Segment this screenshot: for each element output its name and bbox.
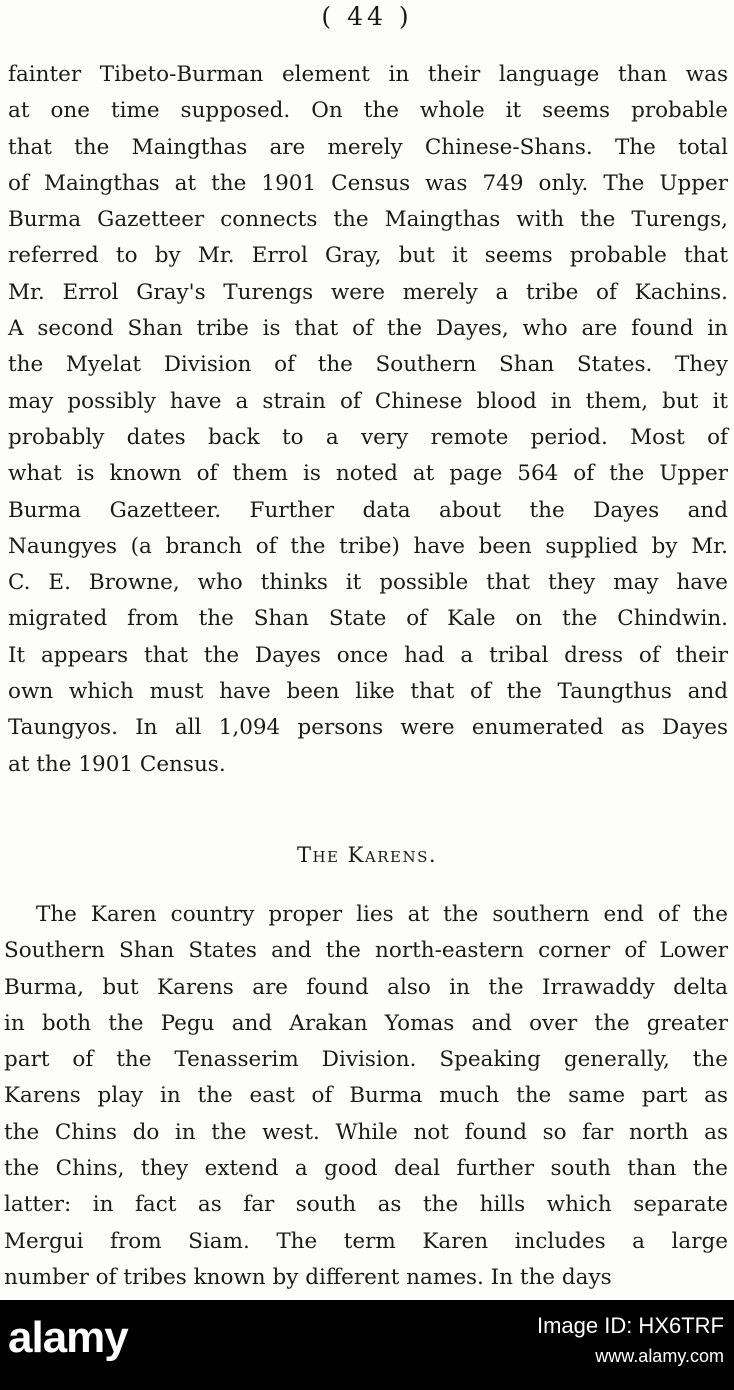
page-number: ( 44 ) <box>321 2 413 31</box>
text-line: Mergui from Siam. The term Karen includes a large <box>4 1228 728 1254</box>
text-line: Burma, but Karens are found also in the Irrawaddy delta <box>4 974 728 1000</box>
text-line: probably dates back to a very remote period. Most of <box>8 424 728 450</box>
text-line: Burma Gazetteer connects the Maingthas with the Turengs, <box>8 207 728 233</box>
text-line: of Maingthas at the 1901 Census was 749 only. The Upper <box>8 170 728 196</box>
text-line: in both the Pegu and Arakan Yomas and over the greater <box>4 1010 728 1036</box>
text-line: own which must have been like that of the Taungthus and <box>8 679 728 705</box>
text-line: referred to by Mr. Errol Gray, but it seems probable that <box>8 243 728 269</box>
paragraph-karens <box>4 897 728 1296</box>
watermark-url: www.alamy.com <box>595 1346 724 1366</box>
section-heading: The Karens. <box>296 843 438 867</box>
text-line: Mr. Errol Gray's Turengs were merely a tribe of Kachins. <box>8 279 728 305</box>
text-line: The Karen country proper lies at the southern end of the <box>36 902 728 927</box>
text-line: number of tribes known by different names. In the days <box>4 1264 612 1290</box>
text-line: what is known of them is noted at page 564 of the Upper <box>8 461 728 487</box>
text-line: It appears that the Dayes once had a tribal dress of their <box>8 642 728 668</box>
text-line: fainter Tibeto-Burman element in their language than was <box>8 62 728 87</box>
text-line: Taungyos. In all 1,094 persons were enumerated as Dayes <box>8 715 728 741</box>
text-line: Burma Gazetteer. Further data about the Dayes and <box>8 497 728 523</box>
text-line: A second Shan tribe is that of the Dayes, who are found in <box>8 316 728 342</box>
text-line: that the Maingthas are merely Chinese-Shans. The total <box>8 134 728 160</box>
text-line: Karens play in the east of Burma much the same part as <box>4 1083 728 1109</box>
text-line: the Myelat Division of the Southern Shan States. They <box>8 352 728 378</box>
text-line: at the 1901 Census. <box>8 751 226 777</box>
paragraph-dayes-maingthas <box>8 57 728 783</box>
text-line: the Chins do in the west. While not found so far north as <box>4 1119 728 1145</box>
text-line: at one time supposed. On the whole it seems probable <box>8 98 728 124</box>
text-line: latter: in fact as far south as the hills which separate <box>4 1192 728 1218</box>
text-line: may possibly have a strain of Chinese blood in them, but it <box>8 388 728 414</box>
text-line: migrated from the Shan State of Kale on the Chindwin. <box>8 606 728 632</box>
text-line: Southern Shan States and the north-eastern corner of Lower <box>4 938 728 964</box>
text-line: Naungyes (a branch of the tribe) have been supplied by Mr. <box>8 533 728 559</box>
text-line: C. E. Browne, who thinks it possible that they may have <box>8 570 728 596</box>
text-line: the Chins, they extend a good deal further south than the <box>4 1156 728 1182</box>
watermark-image-id: Image ID: HX6TRF <box>536 1313 724 1338</box>
watermark-logo: alamy <box>8 1313 128 1362</box>
text-line: part of the Tenasserim Division. Speaking generally, the <box>4 1047 728 1073</box>
